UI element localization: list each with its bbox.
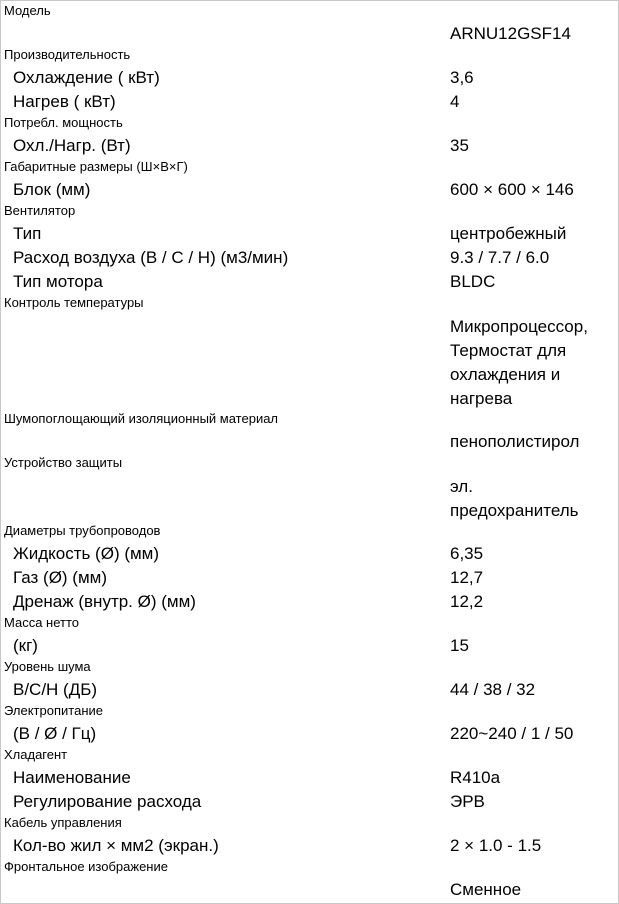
noise-value: 44 / 38 / 32 bbox=[450, 680, 536, 699]
insulation-value: пенополистирол bbox=[450, 432, 580, 451]
power-supply-label: (В / Ø / Гц) bbox=[13, 724, 97, 743]
liquid-pipe-label: Жидкость (Ø) (мм) bbox=[13, 544, 160, 563]
section-refrigerant: Хладагент bbox=[4, 747, 68, 762]
section-temperature-control: Контроль температуры bbox=[4, 295, 144, 310]
model-value: ARNU12GSF14 bbox=[450, 24, 571, 43]
section-piping: Диаметры трубопроводов bbox=[4, 523, 161, 538]
refrigerant-name-value: R410a bbox=[450, 768, 501, 787]
protection-line: предохранитель bbox=[450, 501, 579, 520]
motor-value: BLDC bbox=[450, 272, 496, 291]
heating-value: 4 bbox=[450, 92, 460, 111]
temperature-control-line: нагрева bbox=[450, 389, 513, 408]
airflow-label: Расход воздуха (В / С / Н) (м3/мин) bbox=[13, 248, 289, 267]
section-power-supply: Электропитание bbox=[4, 703, 103, 718]
section-cable: Кабель управления bbox=[4, 815, 122, 830]
temperature-control-line: охлаждения и bbox=[450, 365, 561, 384]
gas-pipe-label: Газ (Ø) (мм) bbox=[13, 568, 107, 587]
weight-label: (кг) bbox=[13, 636, 38, 655]
cable-value: 2 × 1.0 - 1.5 bbox=[450, 836, 542, 855]
section-capacity: Производительность bbox=[4, 47, 131, 62]
liquid-pipe-value: 6,35 bbox=[450, 544, 484, 563]
section-weight: Масса нетто bbox=[4, 615, 80, 630]
section-dimensions: Габаритные размеры (Ш×В×Г) bbox=[4, 159, 188, 174]
dimensions-label: Блок (мм) bbox=[13, 180, 91, 199]
section-insulation: Шумопоглощающий изоляционный материал bbox=[4, 411, 279, 426]
section-model: Модель bbox=[4, 3, 51, 18]
cable-label: Кол-во жил × мм2 (экран.) bbox=[13, 836, 219, 855]
motor-label: Тип мотора bbox=[13, 272, 103, 291]
power-value: 35 bbox=[450, 136, 469, 155]
section-protection: Устройство защиты bbox=[4, 455, 123, 470]
noise-label: В/С/Н (ДБ) bbox=[13, 680, 98, 699]
heating-label: Нагрев ( кВт) bbox=[13, 92, 116, 111]
section-power: Потребл. мощность bbox=[4, 115, 123, 130]
cooling-label: Охлаждение ( кВт) bbox=[13, 68, 160, 87]
front-panel-value: Сменное bbox=[450, 880, 522, 899]
power-label: Охл./Нагр. (Вт) bbox=[13, 136, 131, 155]
temperature-control-line: Микропроцессор, bbox=[450, 317, 588, 336]
refrigerant-name-label: Наименование bbox=[13, 768, 131, 787]
airflow-value: 9.3 / 7.7 / 6.0 bbox=[450, 248, 550, 267]
cooling-value: 3,6 bbox=[450, 68, 474, 87]
section-noise: Уровень шума bbox=[4, 659, 91, 674]
drain-pipe-label: Дренаж (внутр. Ø) (мм) bbox=[13, 592, 196, 611]
fan-type-label: Тип bbox=[13, 224, 42, 243]
dimensions-value: 600 × 600 × 146 bbox=[450, 180, 574, 199]
protection-line: эл. bbox=[450, 477, 473, 496]
temperature-control-line: Термостат для bbox=[450, 341, 567, 360]
drain-pipe-value: 12,2 bbox=[450, 592, 484, 611]
flow-control-value: ЭРВ bbox=[450, 792, 485, 811]
weight-value: 15 bbox=[450, 636, 469, 655]
flow-control-label: Регулирование расхода bbox=[13, 792, 202, 811]
power-supply-value: 220~240 / 1 / 50 bbox=[450, 724, 574, 743]
fan-type-value: центробежный bbox=[450, 224, 567, 243]
gas-pipe-value: 12,7 bbox=[450, 568, 484, 587]
section-front-panel: Фронтальное изображение bbox=[4, 859, 168, 874]
section-fan: Вентилятор bbox=[4, 203, 76, 218]
